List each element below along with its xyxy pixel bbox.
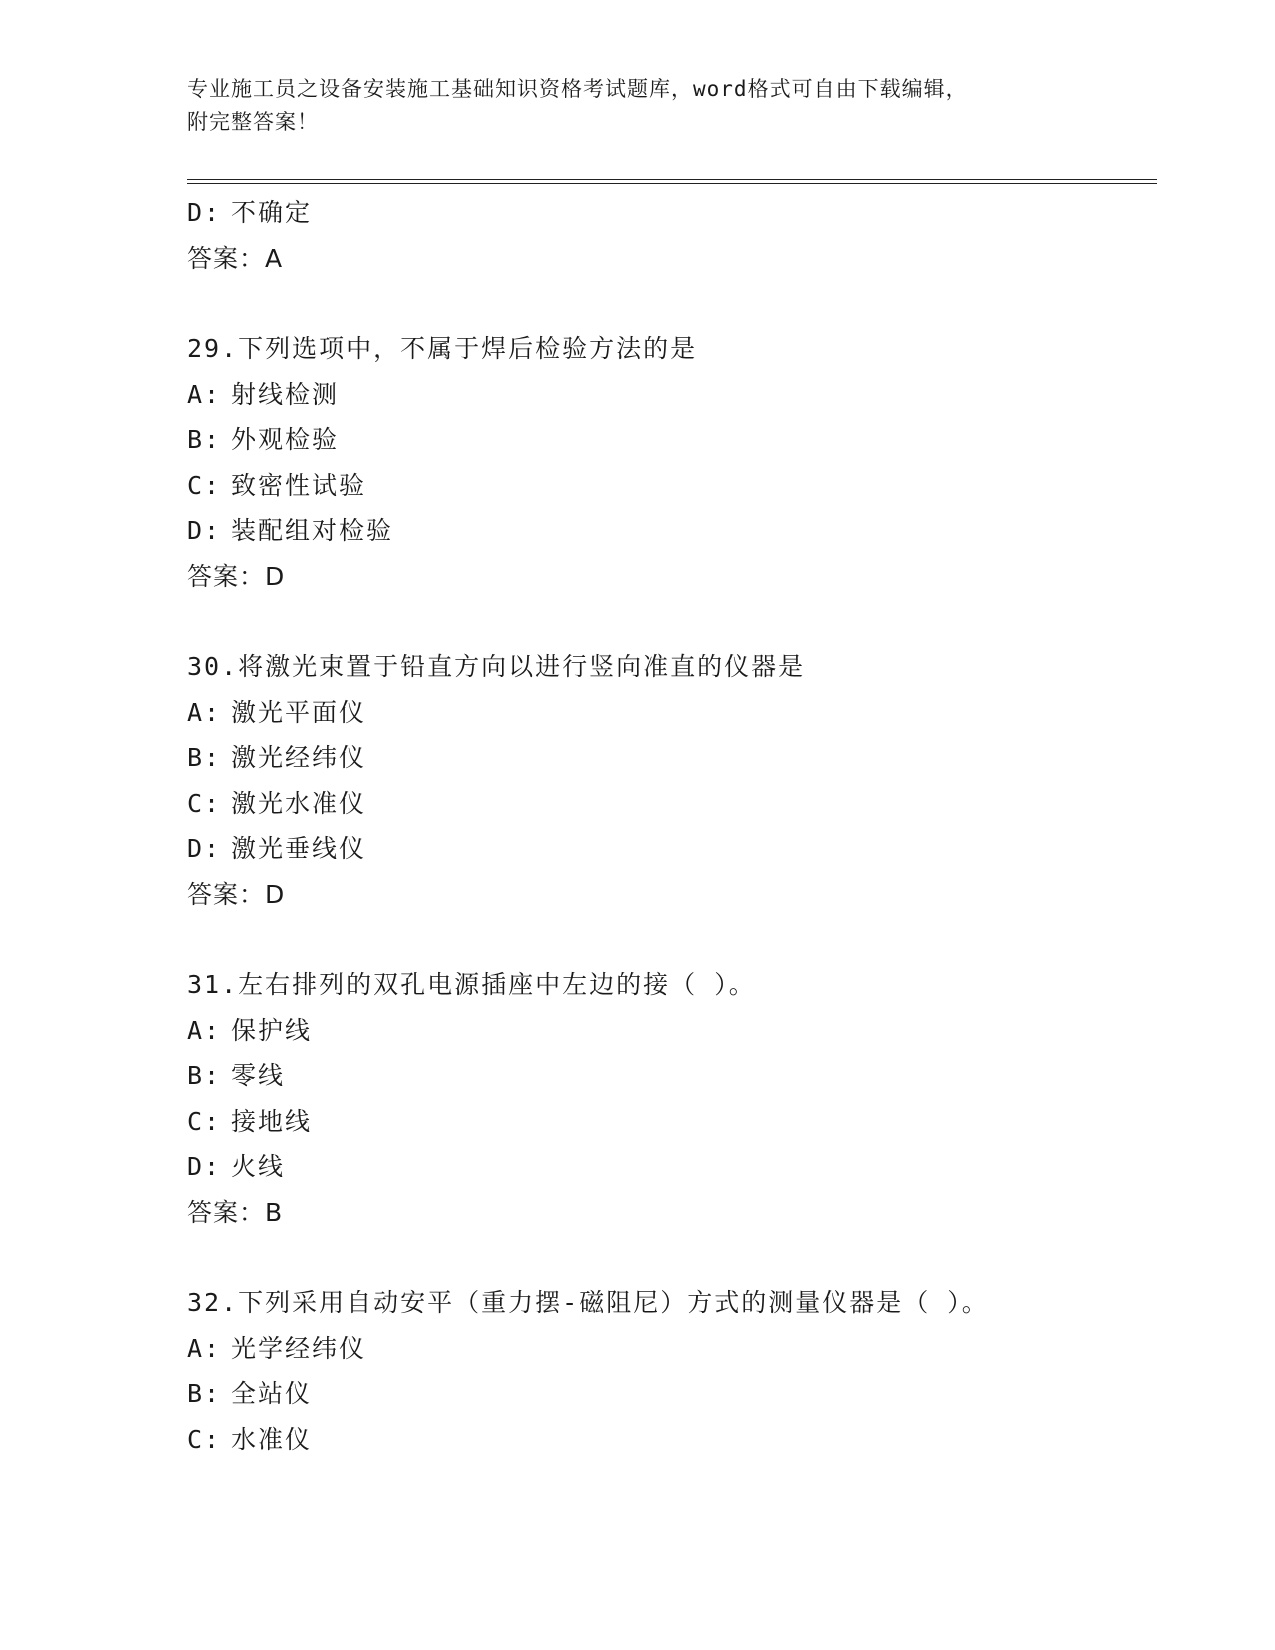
- answer-line: 答案：A: [187, 243, 284, 273]
- option-a: [187, 690, 1147, 736]
- option-label: A:: [187, 1333, 222, 1363]
- option-text: 射线检测: [231, 379, 340, 409]
- option-b: [187, 417, 1147, 463]
- option-text: 保护线: [231, 1015, 313, 1045]
- option-text: 零线: [231, 1061, 286, 1090]
- option-text: 接地线: [231, 1106, 313, 1136]
- option-d: [187, 1144, 1147, 1190]
- option-text: 激光水准仪: [231, 788, 367, 818]
- question-stem: 31.左右排列的双孔电源插座中左边的接（ ）。: [187, 970, 756, 999]
- option-label: B:: [187, 1061, 222, 1090]
- question-stem: 29.下列选项中，不属于焊后检验方法的是: [187, 334, 698, 363]
- option-label: D:: [187, 516, 222, 545]
- option-text: 激光经纬仪: [231, 743, 367, 772]
- option-c: [187, 1417, 1147, 1463]
- question-stem: 32.下列采用自动安平（重力摆-磁阻尼）方式的测量仪器是（ ）。: [187, 1288, 989, 1317]
- option-d: [187, 826, 1147, 872]
- header-line-1: 专业施工员之设备安装施工基础知识资格考试题库，word格式可自由下载编辑，: [187, 77, 968, 101]
- option-text: 水准仪: [231, 1424, 313, 1454]
- option-text: 全站仪: [231, 1379, 313, 1408]
- option-c: [187, 1099, 1147, 1145]
- option-text: 不确定: [231, 198, 313, 227]
- option-a: [187, 1008, 1147, 1054]
- option-c: [187, 463, 1147, 509]
- option-c: [187, 781, 1147, 827]
- option-text: 外观检验: [231, 425, 340, 454]
- option-label: C:: [187, 788, 222, 818]
- header-line-2: 附完整答案！: [187, 110, 319, 134]
- option-b: [187, 735, 1147, 781]
- option-label: B:: [187, 425, 222, 454]
- option-text: 致密性试验: [231, 470, 367, 500]
- option-text: 光学经纬仪: [231, 1333, 367, 1363]
- option-label: C:: [187, 1106, 222, 1136]
- document-header: [187, 73, 1067, 139]
- option-text: 激光平面仪: [231, 697, 367, 727]
- option-label: C:: [187, 1424, 222, 1454]
- option-text: 火线: [231, 1152, 286, 1181]
- header-divider-bottom: [187, 183, 1157, 184]
- option-text: 装配组对检验: [231, 516, 394, 545]
- option-d: [187, 190, 1147, 236]
- option-label: D:: [187, 834, 222, 863]
- option-d: [187, 508, 1147, 554]
- option-label: B:: [187, 1379, 222, 1408]
- question-stem: 30.将激光束置于铅直方向以进行竖向准直的仪器是: [187, 652, 806, 681]
- option-b: [187, 1371, 1147, 1417]
- option-label: D:: [187, 1152, 222, 1181]
- option-label: B:: [187, 743, 222, 772]
- option-label: C:: [187, 470, 222, 500]
- option-a: [187, 1326, 1147, 1372]
- option-b: [187, 1053, 1147, 1099]
- option-a: [187, 372, 1147, 418]
- question-list: [187, 190, 1147, 1462]
- option-label: A:: [187, 697, 222, 727]
- answer-line: 答案：B: [187, 1197, 284, 1227]
- option-text: 激光垂线仪: [231, 834, 367, 863]
- header-divider-top: [187, 179, 1157, 180]
- option-label: A:: [187, 1015, 222, 1045]
- answer-line: 答案：D: [187, 879, 286, 909]
- option-label: D:: [187, 198, 222, 227]
- option-label: A:: [187, 379, 222, 409]
- answer-line: 答案：D: [187, 561, 286, 591]
